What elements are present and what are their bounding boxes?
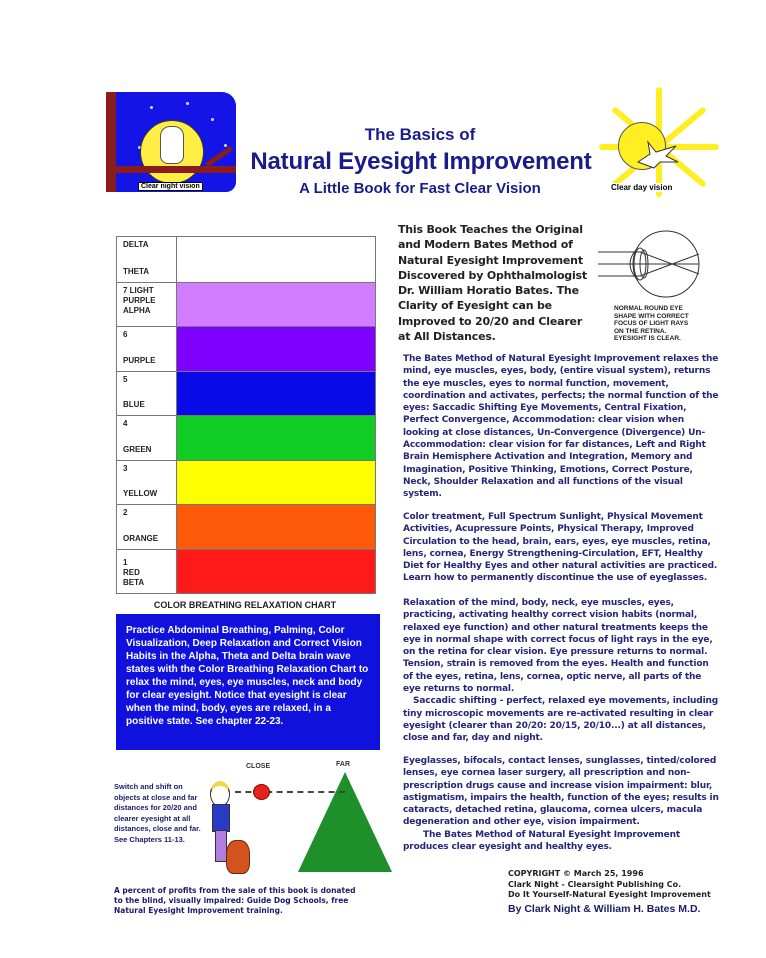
row-label: 3 [123, 463, 128, 473]
star-icon [150, 106, 153, 109]
color-swatch-orange [177, 505, 375, 549]
color-swatch-white [177, 237, 375, 282]
paragraph-text: Saccadic shifting - perfect, relaxed eye movements, including tiny microscopic movements are re-activated resulting in clear eyesight (clearer than 20/20: 20/15, 20/10...) at all distances, close and far, day and night. [403, 696, 719, 744]
row-label: 6 [123, 330, 128, 339]
chart-row-purple [117, 326, 375, 371]
copyright-line: COPYRIGHT © March 25, 1996 [508, 869, 644, 878]
paragraph-treatments: Color treatment, Full Spectrum Sunlight, Physical Movement Activities, Acupressure Points, Physical Therapy, Improved Circulation to the head, brain, ears, eyes, eye muscles, retina, lens, cornea, Energy Strengthening-Circulation, EFT, Healthy Diet for Healthy Eyes and other natural activities are practiced. Learn how to permanently discontinue the use of eyeglasses. [403, 512, 718, 584]
color-swatch-red [177, 550, 375, 594]
paragraph-text: The Bates Method of Natural Eyesight Improvement produces clear eyesight and healthy eyes. [403, 829, 681, 853]
color-swatch-purple [177, 327, 375, 371]
row-label: RED [123, 567, 140, 577]
apple-icon [253, 784, 270, 800]
eye-diagram-caption [614, 305, 714, 343]
night-caption: Clear night vision [138, 182, 203, 191]
intro-text: This Book Teaches the Original and Modern Bates Method of Natural Eyesight Improvement Discovered by Ophthalmologist Dr. William Horatio Bates. The Clarity of Eyesight can be Improved to 20/20 and Clearer at All Distances. [398, 223, 587, 344]
shift-reference: See Chapters 11-13. [114, 834, 185, 844]
row-label: YELLOW [123, 489, 158, 498]
child-body-icon [212, 804, 230, 832]
row-label: 7 LIGHT [123, 285, 154, 295]
publisher-line: Clark Night - Clearsight Publishing Co. [508, 879, 682, 889]
paragraph-text: Eyeglasses, bifocals, contact lenses, sunglasses, tinted/colored lenses, eye cornea laser surgery, all prescription and non-prescription drugs cause and increase vision impairment: blur, astigmatism, impairs the health, function of the eyes; results in cataracts, detached retina, glaucoma, cornea ulcers, macula degeneration and other eye, vision impairment. [403, 756, 719, 828]
color-swatch-blue [177, 372, 375, 416]
tree-trunk [106, 92, 116, 192]
color-swatch-green [177, 416, 375, 460]
chart-caption: COLOR BREATHING RELAXATION CHART [153, 600, 337, 610]
bird-icon [636, 140, 680, 170]
color-swatch-light-purple [177, 283, 375, 327]
paragraph-relaxation [403, 597, 721, 745]
caption-line: SHAPE WITH CORRECT [614, 312, 689, 320]
row-label: THETA [123, 266, 150, 276]
series-line: Do It Yourself-Natural Eyesight Improvement [508, 890, 711, 899]
far-label: FAR [336, 761, 350, 768]
paragraph-text: Relaxation of the mind, body, neck, eye muscles, eyes, practicing, activating healthy correct vision habits (normal, relaxed eye function) and other natural treatments keeps the eye in normal shape with correct focus of light rays in the eye, on the retina for clear vision. Eye pressure returns to normal. Tension, strain is removed from the eyes. Health and function of the eyes, retina, lens, cornea, optic nerve, all parts of the eye returns to normal. [403, 598, 713, 695]
row-label: BETA [123, 577, 145, 587]
chart-row-light-purple [117, 282, 375, 327]
caption-line: FOCUS OF LIGHT RAYS [614, 320, 689, 328]
subtitle: A Little Book for Fast Clear Vision [299, 180, 541, 197]
breathing-instructions-box: Practice Abdominal Breathing, Palming, Color Visualization, Deep Relaxation and Correct Vision Habits in the Alpha, Theta and Delta brain wave states with the Color Breathing Relaxation Chart to relax the mind, eyes, eye muscles, neck and body for clear eyesight. Notice that eyesight is clear when the mind, body, eyes are relaxed, in a positive state. See chapter 22-23. [116, 614, 380, 750]
owl-icon [160, 126, 184, 164]
star-icon [186, 102, 189, 105]
title-line-1: The Basics of [364, 125, 476, 144]
branch [205, 146, 232, 167]
row-label: BLUE [123, 400, 145, 409]
chart-row-delta-theta [117, 237, 375, 282]
branch [106, 166, 236, 173]
copyright-block [508, 869, 711, 901]
row-label: 5 [123, 374, 128, 384]
cat-icon [226, 840, 250, 874]
donation-note: A percent of profits from the sale of this book is donated to the blind, visually impaired: Guide Dog Schools, free Natural Eyesight Improvement training. [114, 886, 356, 915]
star-icon [211, 118, 214, 121]
color-swatch-yellow [177, 461, 375, 505]
caption-line: NORMAL ROUND EYE [614, 305, 683, 312]
page-title: Natural Eyesight Improvement [250, 148, 592, 175]
night-vision-illustration [106, 92, 236, 192]
row-label: ALPHA [123, 305, 151, 315]
row-label: DELTA [123, 240, 149, 249]
chart-row-blue [117, 371, 375, 416]
row-label: 1 [123, 557, 128, 567]
row-label: 4 [123, 419, 128, 428]
chart-row-green [117, 415, 375, 460]
caption-line: ON THE RETINA. [614, 327, 667, 335]
row-label: PURPLE [123, 355, 156, 365]
paragraph-bates-method: The Bates Method of Natural Eyesight Improvement relaxes the mind, eye muscles, eyes, body, (entire visual system), returns the eye muscles, eyes to normal function, movement, coordination and activates, perfects; the normal function of the eyes: Saccadic Shifting Eye Movements, Central Fixation, Perfect Convergence, Accommodation: clear vision when looking at close distances, Un-Convergence (Divergence) Un-Accommodation: clear vision for far distances, Left and Right Brain Hemisphere Activation and Integration, Memory and Imagination, Positive Thinking, Emotions, Correct Posture, Neck, Shoulder Relaxation and all functions of the visual system. [403, 354, 719, 500]
caption-line: EYESIGHT IS CLEAR. [614, 335, 681, 343]
chart-row-orange [117, 504, 375, 549]
row-label: ORANGE [123, 533, 159, 543]
row-label: GREEN [123, 444, 152, 454]
eye-diagram-icon [596, 228, 704, 298]
day-caption: Clear day vision [611, 183, 673, 192]
day-vision-illustration [596, 82, 726, 212]
sight-line [235, 791, 345, 793]
shift-instructions [114, 782, 206, 845]
row-label: 2 [123, 508, 128, 517]
shift-text: Switch and shift on objects at close and far distances for 20/20 and clearer eyesight at all distances, close and far. [114, 782, 201, 833]
chart-row-red [117, 549, 375, 594]
color-breathing-chart [116, 236, 376, 594]
row-label: PURPLE [123, 295, 156, 305]
chart-row-yellow [117, 460, 375, 505]
tree-icon [298, 772, 392, 872]
close-label: CLOSE [246, 763, 271, 770]
paragraph-eyeglasses [403, 755, 721, 853]
authors: By Clark Night & William H. Bates M.D. [508, 903, 701, 915]
